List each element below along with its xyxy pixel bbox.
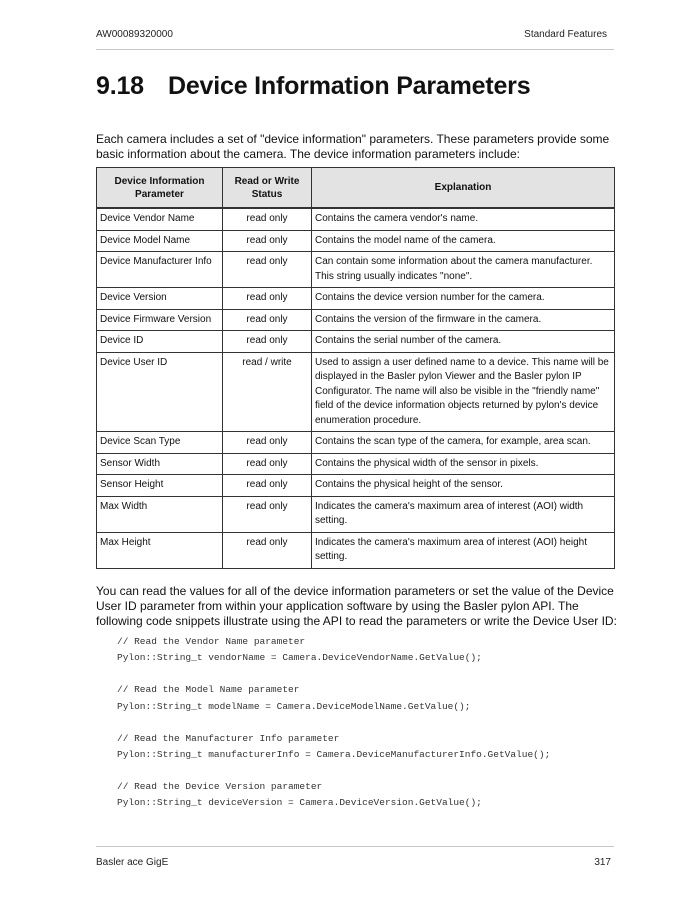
page-title [96,72,530,101]
table-row [97,288,615,310]
code-line: Pylon::String_t deviceVersion = Camera.DeviceVersion.GetValue(); [117,797,482,809]
code-spacer [117,715,550,731]
code-snippets [117,634,550,812]
parameter-cell: Device Version [97,288,223,310]
code-spacer [117,763,550,779]
parameter-cell: Device Vendor Name [97,208,223,230]
status-cell: read only [223,309,312,331]
parameter-cell: Device Manufacturer Info [97,252,223,288]
parameter-cell: Device User ID [97,352,223,432]
page-number: 317 [594,857,611,868]
header-divider [96,49,614,50]
explanation-cell: Indicates the camera's maximum area of interest (AOI) height setting. [312,532,615,568]
table-row [97,309,615,331]
table-row [97,230,615,252]
status-cell: read only [223,496,312,532]
table-row [97,352,615,432]
code-line: Pylon::String_t manufacturerInfo = Camera.DeviceManufacturerInfo.GetValue(); [117,749,551,761]
explanation-cell: Contains the device version number for the camera. [312,288,615,310]
parameter-cell: Sensor Width [97,453,223,475]
intro-paragraph: Each camera includes a set of "device information" parameters. These parameters provide some basic information about the camera. The device information parameters include: [96,132,610,161]
parameter-cell: Sensor Height [97,475,223,497]
code-comment: // Read the Device Version parameter [117,781,323,793]
status-cell: read only [223,432,312,454]
explanation-cell: Indicates the camera's maximum area of interest (AOI) width setting. [312,496,615,532]
code-comment: // Read the Model Name parameter [117,684,300,696]
explanation-cell: Contains the model name of the camera. [312,230,615,252]
status-cell: read only [223,252,312,288]
column-header-explanation: Explanation [312,168,615,209]
status-cell: read only [223,208,312,230]
section-title: Device Information Parameters [168,72,531,100]
explanation-cell: Contains the scan type of the camera, for example, area scan. [312,432,615,454]
table-row [97,208,615,230]
explanation-cell: Contains the physical height of the sensor. [312,475,615,497]
column-header-status: Read or Write Status [223,168,312,209]
parameter-cell: Max Height [97,532,223,568]
table-row [97,532,615,568]
parameter-cell: Device Model Name [97,230,223,252]
parameter-cell: Device Scan Type [97,432,223,454]
table-row [97,432,615,454]
parameter-cell: Device Firmware Version [97,309,223,331]
section-name: Standard Features [524,29,607,40]
table-row [97,331,615,353]
status-cell: read only [223,532,312,568]
table-header-row [97,168,615,209]
explanation-cell: Contains the camera vendor's name. [312,208,615,230]
code-line: Pylon::String_t modelName = Camera.DeviceModelName.GetValue(); [117,700,471,712]
explanation-cell: Contains the version of the firmware in the camera. [312,309,615,331]
explanation-cell: Used to assign a user defined name to a device. This name will be displayed in the Basler pylon Viewer and the Basler pylon IP Configurator. The name will also be visible in the "friendly name" field of the device information objects returned by pylon's device enumeration procedure. [312,352,615,432]
status-cell: read only [223,230,312,252]
table-row [97,252,615,288]
code-comment: // Read the Manufacturer Info parameter [117,732,340,744]
parameter-cell: Device ID [97,331,223,353]
footer-divider [96,846,614,847]
table-row [97,475,615,497]
device-info-table [96,167,615,569]
section-number: 9.18 [96,72,144,100]
document-id: AW00089320000 [96,29,173,40]
parameter-cell: Max Width [97,496,223,532]
status-cell: read only [223,475,312,497]
explanation-cell: Contains the serial number of the camera. [312,331,615,353]
explanation-cell: Can contain some information about the camera manufacturer. This string usually indicates "none". [312,252,615,288]
code-spacer [117,666,550,682]
table-row [97,453,615,475]
code-line: Pylon::String_t vendorName = Camera.DeviceVendorName.GetValue(); [117,652,482,664]
status-cell: read only [223,288,312,310]
status-cell: read / write [223,352,312,432]
product-name: Basler ace GigE [96,857,169,868]
status-cell: read only [223,331,312,353]
code-comment: // Read the Vendor Name parameter [117,636,306,647]
api-paragraph: You can read the values for all of the device information parameters or set the value of the Device User ID parameter from within your application software by using the Basler pylon API. The following code snippets illustrate using the API to read the parameters or write the Device User ID: [96,584,617,628]
status-cell: read only [223,453,312,475]
explanation-cell: Contains the physical width of the sensor in pixels. [312,453,615,475]
table-row [97,496,615,532]
column-header-parameter: Device Information Parameter [97,168,223,209]
